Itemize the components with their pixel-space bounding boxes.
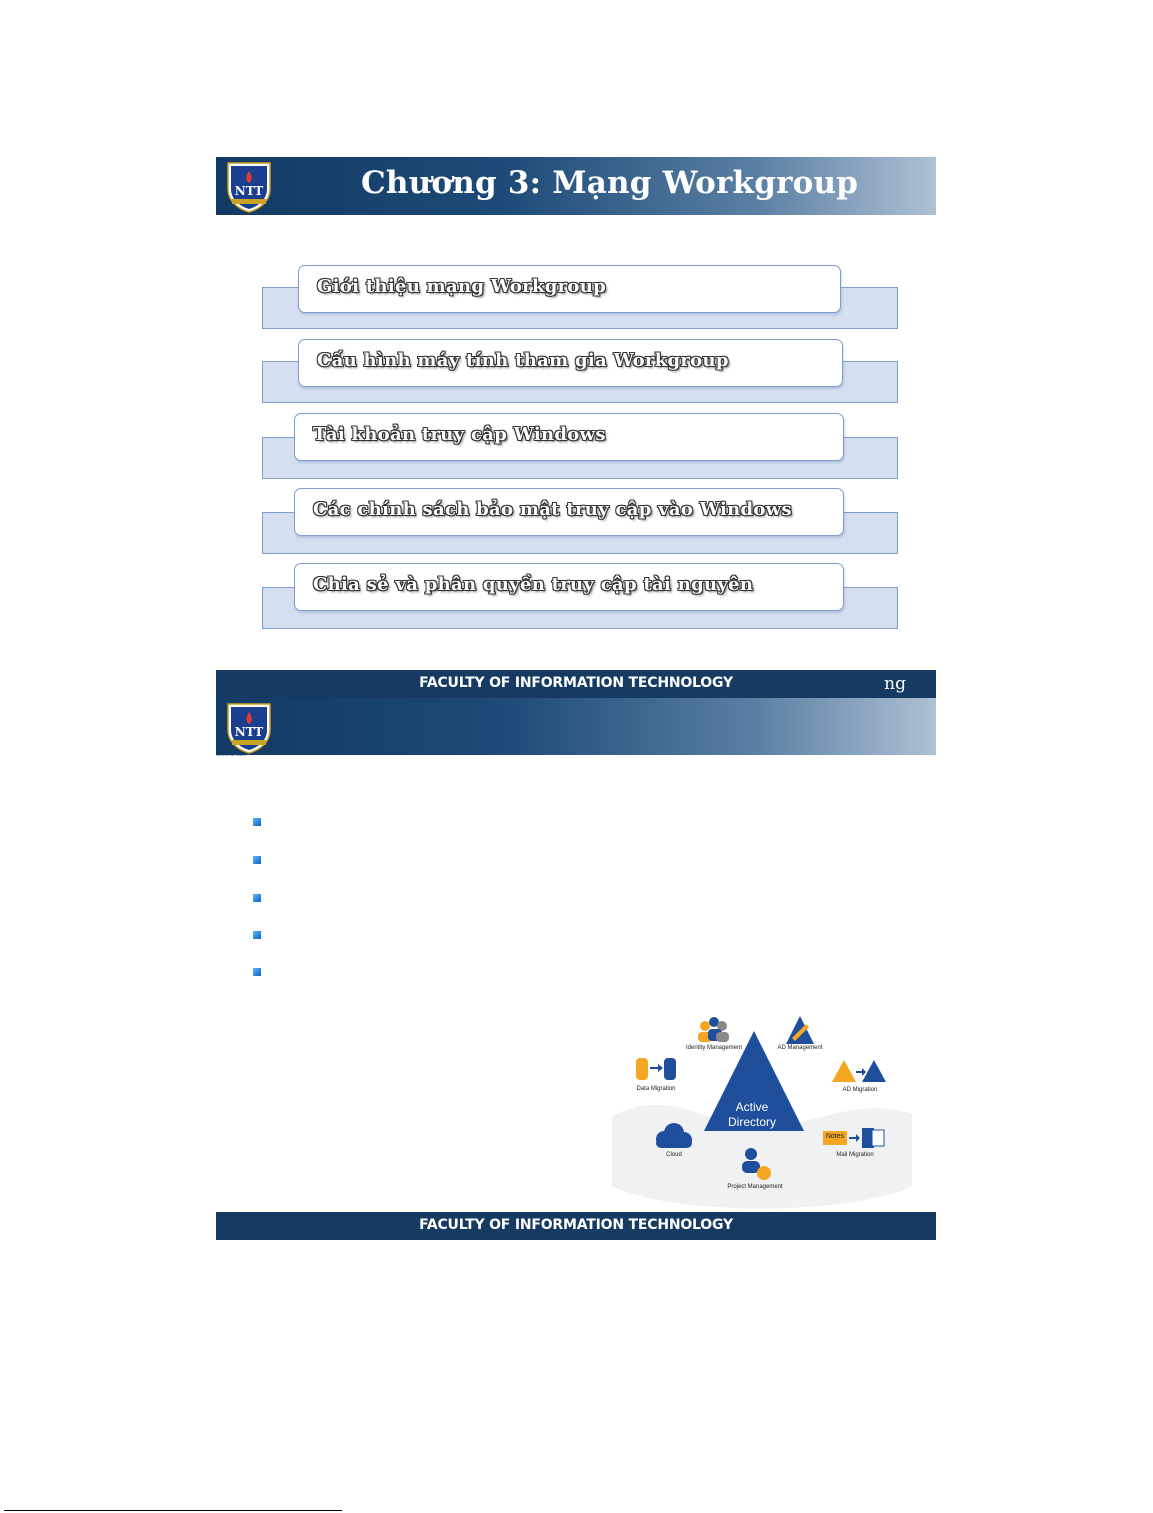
data-migration-icon bbox=[636, 1058, 676, 1080]
slide-1-footer bbox=[216, 670, 936, 698]
list-item-label: Giới thiệu mạng Workgroup bbox=[317, 276, 606, 297]
label-mail-migration: Mail Migration bbox=[836, 1152, 874, 1158]
slide-title: Chương 3: Mạng Workgroup bbox=[361, 165, 859, 201]
label-ad-migration: AD Migration bbox=[842, 1087, 878, 1093]
identity-management-icon bbox=[698, 1017, 729, 1042]
label-notes: Notes bbox=[825, 1133, 845, 1140]
ad-management-icon bbox=[786, 1016, 814, 1044]
list-item bbox=[298, 339, 843, 387]
list-item bbox=[294, 488, 844, 536]
list-item bbox=[294, 413, 844, 461]
list-item-label: Cấu hình máy tính tham gia Workgroup bbox=[317, 350, 729, 371]
bullet-icon bbox=[253, 968, 261, 976]
footer-text: FACULTY OF INFORMATION TECHNOLOGY bbox=[419, 1217, 733, 1233]
list-item-label: Các chính sách bảo mật truy cập vào Windows bbox=[313, 499, 792, 520]
slide-2-footer bbox=[216, 1212, 936, 1240]
bullet-icon bbox=[253, 894, 261, 902]
bullet-icon bbox=[253, 856, 261, 864]
label-cloud: Cloud bbox=[666, 1152, 682, 1158]
footer-extra-text: ng bbox=[884, 674, 906, 694]
list-item-label: Tài khoản truy cập Windows bbox=[313, 424, 606, 445]
footnote-rule bbox=[4, 1510, 342, 1511]
list-item-label: Chia sẻ và phân quyền truy cập tài nguyên bbox=[313, 574, 754, 595]
label-data-migration: Data Migration bbox=[636, 1086, 676, 1092]
svg-text:NTT: NTT bbox=[234, 184, 264, 198]
label-ad-management: AD Management bbox=[777, 1045, 823, 1051]
slide-2-header bbox=[216, 698, 936, 755]
svg-text:NTT: NTT bbox=[234, 725, 264, 739]
logo-caption: NGUYEN TAT THANH bbox=[216, 753, 246, 757]
active-directory-diagram bbox=[612, 1016, 912, 1224]
label-identity-management: Identity Management bbox=[685, 1045, 743, 1051]
slide-1-header bbox=[216, 157, 936, 215]
bullet-icon bbox=[253, 931, 261, 939]
university-logo-icon bbox=[222, 159, 276, 213]
footer-text: FACULTY OF INFORMATION TECHNOLOGY bbox=[419, 675, 733, 691]
slide-2 bbox=[216, 698, 936, 1240]
logo-caption: NGUYEN TAT THANH bbox=[216, 212, 246, 216]
list-item bbox=[298, 265, 841, 313]
diagram-center-label: Active Directory bbox=[727, 1100, 776, 1129]
label-project-management: Project Management bbox=[727, 1184, 783, 1190]
ad-migration-icon bbox=[832, 1060, 886, 1082]
university-logo-icon bbox=[222, 700, 276, 754]
slide-1 bbox=[216, 157, 936, 698]
list-item bbox=[294, 563, 844, 611]
bullet-icon bbox=[253, 818, 261, 826]
